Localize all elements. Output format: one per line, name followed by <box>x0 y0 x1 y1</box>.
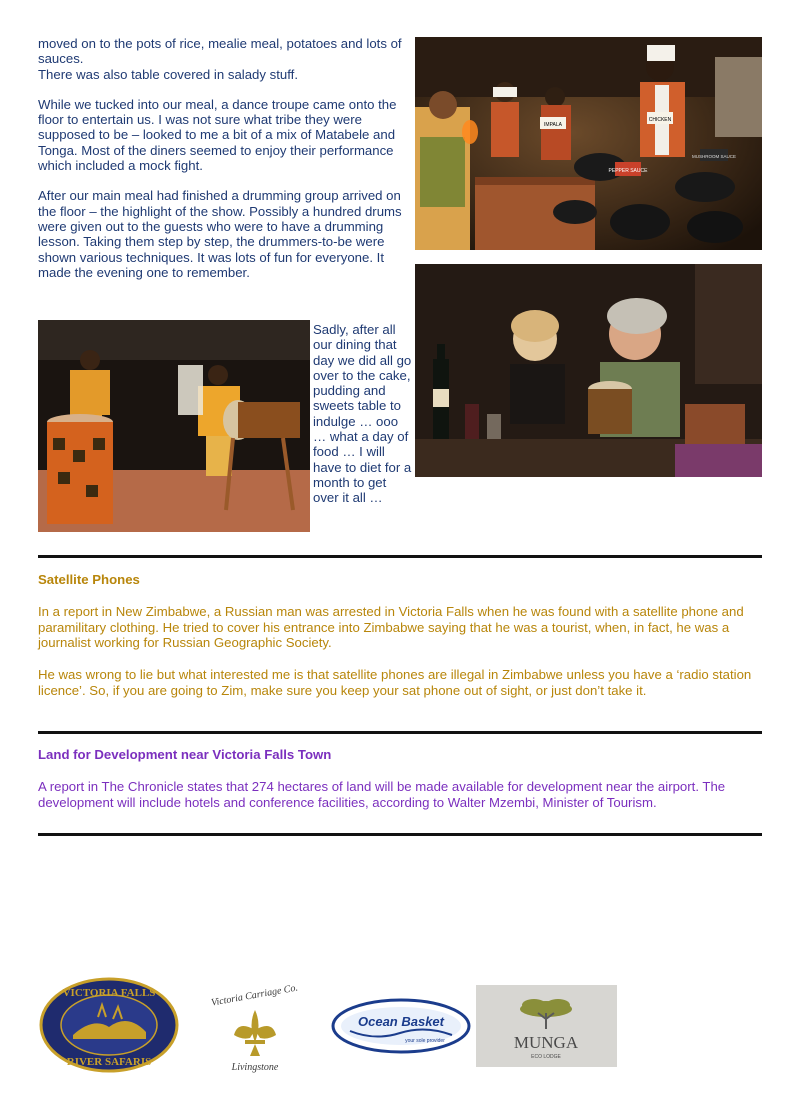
logo-munga-name: MUNGA <box>513 1033 579 1052</box>
logo-ocean-basket <box>330 995 472 1057</box>
photo-diners-drumming <box>415 264 762 477</box>
divider-rule-2 <box>38 731 762 734</box>
divider-rule-3 <box>38 833 762 836</box>
logo-carriage-top-text: Victoria Carriage Co. <box>210 982 299 1009</box>
story-paragraph-4: Sadly, after all our dining that day we did all go over to the cake, pudding and sweets table to indulge … ooo … what a day of food … I will have to diet for a month to get over it all … <box>313 322 412 506</box>
story-text-wrap <box>313 322 413 506</box>
sign-impala: IMPALA <box>544 122 562 128</box>
logo-victoria-carriage <box>190 980 320 1075</box>
logo-river-bottom-text: RIVER SAFARIS <box>66 1056 152 1068</box>
logo-river-top-text: VICTORIA FALLS <box>62 987 156 999</box>
divider-rule-1 <box>38 555 762 558</box>
story-paragraph-2: While we tucked into our meal, a dance troupe came onto the floor to entertain us. I was not sure what tribe they were supposed to be – looked to me a bit of a mix of Matabele and Tonga. Most of the diners seemed to enjoy their performance which included a mock fight. <box>38 96 397 174</box>
land-heading: Land for Development near Victoria Falls Town <box>38 747 332 762</box>
logo-ocean-tagline: your sole provider <box>405 1038 445 1044</box>
logo-ocean-name: Ocean Basket <box>358 1014 444 1029</box>
land-paragraph-1: A report in The Chronicle states that 274 hectares of land will be made available for development near the airport. The development will include hotels and conference facilities, according to Walter Mzembi, Minister of Tourism. <box>38 779 726 810</box>
logo-munga-eco-lodge <box>476 985 617 1067</box>
satellite-paragraph-1: In a report in New Zimbabwe, a Russian man was arrested in Victoria Falls when he was found with a satellite phone and paramilitary clothing. He tried to cover his entrance into Zimbabwe saying that he was a tourist, when, in fact, he was a journalist working for Russian Geographic Society. <box>38 604 744 650</box>
sign-chicken: CHICKEN <box>648 117 672 123</box>
story-paragraph-3: After our main meal had finished a drumming group arrived on the floor – the highlight of the show. Possibly a hundred drums were given out to the guests who were to have a drumming lesson. Taking them step by step, the drummers-to-be were shown various techniques. It was lots of fun for everyone. It made the evening one to remember. <box>38 188 402 280</box>
sign-mushroom-sauce: MUSHROOM SAUCE <box>691 154 737 159</box>
photo-chefs-cooking <box>415 37 762 250</box>
story-paragraph-1a: moved on to the pots of rice, mealie meal, potatoes and lots of sauces. <box>38 36 402 67</box>
logo-carriage-bottom-text: Livingstone <box>231 1062 279 1073</box>
sign-pepper-sauce: PEPPER SAUCE <box>608 168 648 174</box>
satellite-heading: Satellite Phones <box>38 572 140 587</box>
logo-victoria-falls-river-safaris <box>38 977 180 1074</box>
satellite-paragraph-2: He was wrong to lie but what interested me is that satellite phones are illegal in Zimbabwe unless you have a ‘radio station licence’. So, if you are going to Zim, make sure you keep your sat phone out of sight, or just don’t take it. <box>38 667 752 698</box>
photo-drummers <box>38 320 310 532</box>
story-text-top <box>38 36 410 280</box>
logo-munga-sub: ECO LODGE <box>531 1054 561 1060</box>
story-paragraph-1b: There was also table covered in salady stuff. <box>38 66 298 82</box>
